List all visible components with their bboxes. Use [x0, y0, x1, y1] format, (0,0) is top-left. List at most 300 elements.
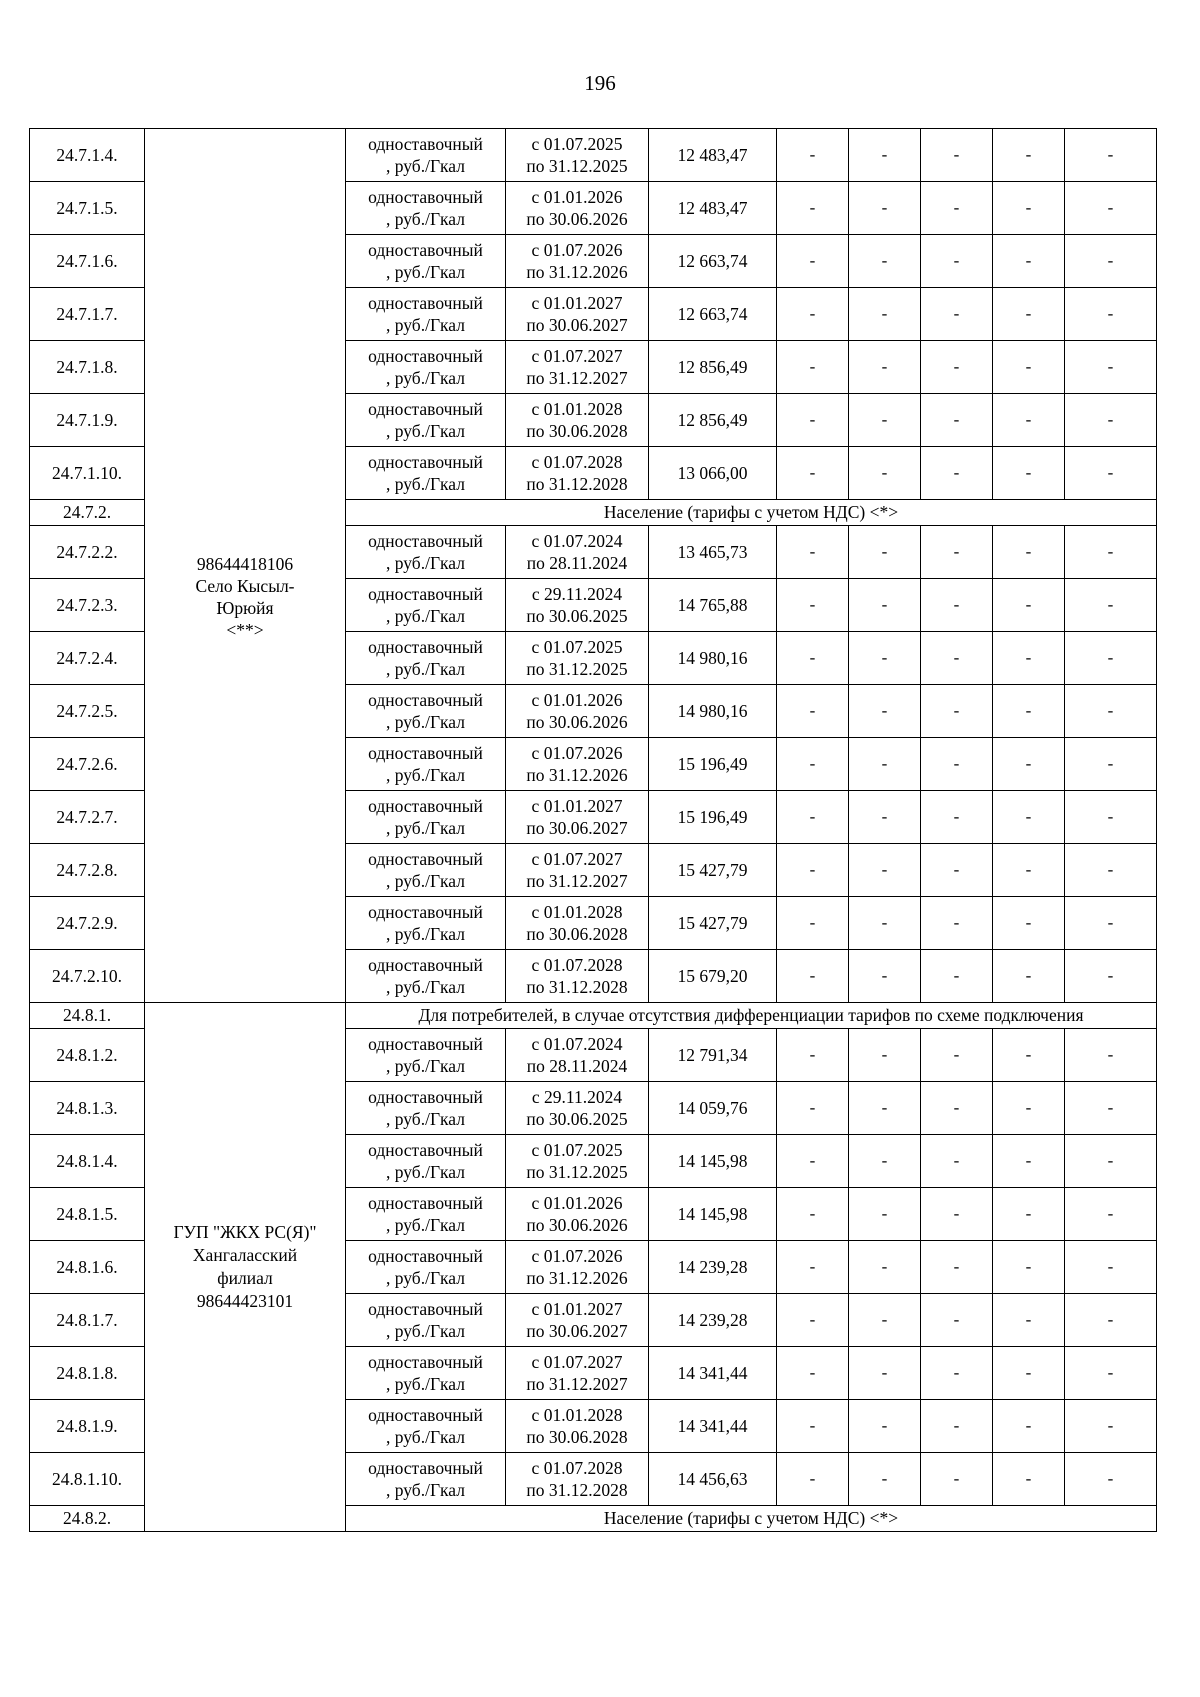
empty-value-dash: -: [849, 1400, 921, 1453]
tariff-type-line: одноставочный: [368, 1352, 483, 1372]
tariff-unit-line: , руб./Гкал: [386, 1374, 465, 1394]
tariff-table: [29, 128, 1157, 1532]
organization-name-line: Юрюйя: [216, 597, 274, 618]
tariff-type: [346, 738, 506, 791]
period-to: по 30.06.2028: [526, 421, 628, 441]
row-number: 24.7.2.5.: [30, 685, 145, 738]
period: [506, 950, 649, 1003]
row-number: 24.7.2.4.: [30, 632, 145, 685]
empty-value-dash: -: [849, 1347, 921, 1400]
empty-value-dash: -: [993, 288, 1065, 341]
empty-value-dash: -: [993, 341, 1065, 394]
tariff-unit-line: , руб./Гкал: [386, 1268, 465, 1288]
period-from: с 01.01.2028: [531, 1405, 623, 1425]
period: [506, 394, 649, 447]
empty-value-dash: -: [849, 394, 921, 447]
empty-value-dash: -: [921, 1400, 993, 1453]
tariff-value: 12 663,74: [649, 288, 777, 341]
empty-value-dash: -: [921, 632, 993, 685]
empty-value-dash: -: [849, 844, 921, 897]
tariff-type: [346, 1453, 506, 1506]
empty-value-dash: -: [849, 447, 921, 500]
empty-value-dash: -: [777, 1135, 849, 1188]
empty-value-dash: -: [921, 1029, 993, 1082]
empty-value-dash: -: [777, 1029, 849, 1082]
tariff-type-line: одноставочный: [368, 743, 483, 763]
organization-name-line: ГУП "ЖКХ РС(Я)": [173, 1222, 317, 1242]
row-number: 24.7.1.7.: [30, 288, 145, 341]
empty-value-dash: -: [1065, 129, 1157, 182]
empty-value-dash: -: [1065, 1453, 1157, 1506]
tariff-type: [346, 1347, 506, 1400]
tariff-type: [346, 288, 506, 341]
empty-value-dash: -: [1065, 738, 1157, 791]
period-to: по 30.06.2028: [526, 1427, 628, 1447]
tariff-type: [346, 341, 506, 394]
row-number: 24.7.1.9.: [30, 394, 145, 447]
tariff-type-line: одноставочный: [368, 584, 483, 604]
empty-value-dash: -: [993, 235, 1065, 288]
empty-value-dash: -: [921, 738, 993, 791]
tariff-type-line: одноставочный: [368, 955, 483, 975]
empty-value-dash: -: [921, 288, 993, 341]
empty-value-dash: -: [849, 738, 921, 791]
tariff-type-line: одноставочный: [368, 399, 483, 419]
period: [506, 235, 649, 288]
tariff-unit-line: , руб./Гкал: [386, 924, 465, 944]
empty-value-dash: -: [993, 447, 1065, 500]
empty-value-dash: -: [921, 579, 993, 632]
period-to: по 31.12.2026: [526, 765, 628, 785]
tariff-value: 12 663,74: [649, 235, 777, 288]
tariff-unit-line: , руб./Гкал: [386, 1109, 465, 1129]
empty-value-dash: -: [777, 579, 849, 632]
empty-value-dash: -: [849, 897, 921, 950]
tariff-value: 12 856,49: [649, 394, 777, 447]
row-number: 24.8.1.4.: [30, 1135, 145, 1188]
period: [506, 897, 649, 950]
empty-value-dash: -: [921, 1188, 993, 1241]
empty-value-dash: -: [777, 844, 849, 897]
period-to: по 30.06.2025: [526, 606, 628, 626]
tariff-unit-line: , руб./Гкал: [386, 871, 465, 891]
period-from: с 01.07.2028: [531, 955, 623, 975]
empty-value-dash: -: [993, 897, 1065, 950]
period-from: с 01.07.2025: [531, 1140, 623, 1160]
period-to: по 30.06.2028: [526, 924, 628, 944]
tariff-type-line: одноставочный: [368, 637, 483, 657]
tariff-value: 12 483,47: [649, 182, 777, 235]
section-row: [30, 1003, 1157, 1029]
tariff-value: 15 196,49: [649, 791, 777, 844]
tariff-type-line: одноставочный: [368, 187, 483, 207]
empty-value-dash: -: [921, 1082, 993, 1135]
empty-value-dash: -: [1065, 897, 1157, 950]
period: [506, 1241, 649, 1294]
organization-code: 98644418106: [196, 553, 294, 574]
empty-value-dash: -: [1065, 235, 1157, 288]
empty-value-dash: -: [1065, 1347, 1157, 1400]
row-number: 24.7.2.: [30, 500, 145, 526]
row-number: 24.7.2.6.: [30, 738, 145, 791]
empty-value-dash: -: [993, 950, 1065, 1003]
tariff-type-line: одноставочный: [368, 240, 483, 260]
period-to: по 31.12.2027: [526, 368, 628, 388]
empty-value-dash: -: [921, 1135, 993, 1188]
row-number: 24.7.1.5.: [30, 182, 145, 235]
tariff-unit-line: , руб./Гкал: [386, 1215, 465, 1235]
empty-value-dash: -: [849, 632, 921, 685]
tariff-type: [346, 950, 506, 1003]
period-to: по 30.06.2025: [526, 1109, 628, 1129]
tariff-unit-line: , руб./Гкал: [386, 421, 465, 441]
period-to: по 31.12.2025: [526, 156, 628, 176]
empty-value-dash: -: [849, 950, 921, 1003]
period: [506, 791, 649, 844]
row-number: 24.7.2.3.: [30, 579, 145, 632]
empty-value-dash: -: [921, 685, 993, 738]
row-number: 24.7.2.7.: [30, 791, 145, 844]
period-to: по 30.06.2026: [526, 209, 628, 229]
empty-value-dash: -: [993, 1082, 1065, 1135]
tariff-unit-line: , руб./Гкал: [386, 765, 465, 785]
tariff-value: 14 145,98: [649, 1135, 777, 1188]
period: [506, 738, 649, 791]
tariff-type-line: одноставочный: [368, 1246, 483, 1266]
empty-value-dash: -: [993, 1135, 1065, 1188]
period-from: с 01.01.2026: [531, 187, 623, 207]
empty-value-dash: -: [777, 129, 849, 182]
empty-value-dash: -: [993, 394, 1065, 447]
tariff-type-line: одноставочный: [368, 134, 483, 154]
tariff-type: [346, 897, 506, 950]
tariff-value: 14 341,44: [649, 1347, 777, 1400]
period-from: с 01.07.2026: [531, 1246, 623, 1266]
period-from: с 01.07.2024: [531, 1034, 623, 1054]
tariff-value: 14 765,88: [649, 579, 777, 632]
empty-value-dash: -: [993, 1294, 1065, 1347]
period-to: по 30.06.2027: [526, 1321, 628, 1341]
tariff-type: [346, 394, 506, 447]
empty-value-dash: -: [777, 1241, 849, 1294]
row-number: 24.8.1.3.: [30, 1082, 145, 1135]
period: [506, 182, 649, 235]
tariff-value: 12 856,49: [649, 341, 777, 394]
row-number: 24.8.1.8.: [30, 1347, 145, 1400]
empty-value-dash: -: [1065, 447, 1157, 500]
row-number: 24.7.2.9.: [30, 897, 145, 950]
empty-value-dash: -: [1065, 288, 1157, 341]
period: [506, 1453, 649, 1506]
period: [506, 632, 649, 685]
empty-value-dash: -: [921, 447, 993, 500]
empty-value-dash: -: [921, 950, 993, 1003]
period-from: с 01.01.2028: [531, 399, 623, 419]
empty-value-dash: -: [777, 288, 849, 341]
tariff-type-line: одноставочный: [368, 902, 483, 922]
tariff-type: [346, 447, 506, 500]
period: [506, 288, 649, 341]
tariff-unit-line: , руб./Гкал: [386, 209, 465, 229]
period: [506, 1188, 649, 1241]
empty-value-dash: -: [1065, 632, 1157, 685]
empty-value-dash: -: [849, 1241, 921, 1294]
period: [506, 1029, 649, 1082]
tariff-type: [346, 1400, 506, 1453]
page-number: 196: [584, 71, 616, 95]
row-number: 24.8.1.10.: [30, 1453, 145, 1506]
period-to: по 31.12.2028: [526, 977, 628, 997]
empty-value-dash: -: [921, 1241, 993, 1294]
tariff-value: 14 239,28: [649, 1241, 777, 1294]
empty-value-dash: -: [921, 1347, 993, 1400]
empty-value-dash: -: [849, 1029, 921, 1082]
empty-value-dash: -: [777, 791, 849, 844]
empty-value-dash: -: [921, 791, 993, 844]
period-to: по 31.12.2028: [526, 1480, 628, 1500]
period-from: с 01.07.2028: [531, 452, 623, 472]
empty-value-dash: -: [993, 1241, 1065, 1294]
period-from: с 01.07.2027: [531, 346, 623, 366]
tariff-value: 13 066,00: [649, 447, 777, 500]
period-from: с 01.01.2027: [531, 1299, 623, 1319]
tariff-unit-line: , руб./Гкал: [386, 818, 465, 838]
empty-value-dash: -: [921, 1294, 993, 1347]
empty-value-dash: -: [1065, 1241, 1157, 1294]
tariff-type-line: одноставочный: [368, 293, 483, 313]
period: [506, 1135, 649, 1188]
row-number: 24.7.1.10.: [30, 447, 145, 500]
empty-value-dash: -: [921, 1453, 993, 1506]
period-to: по 31.12.2027: [526, 871, 628, 891]
organization-name-line: филиал: [217, 1268, 273, 1288]
tariff-type: [346, 526, 506, 579]
row-number: 24.8.1.6.: [30, 1241, 145, 1294]
empty-value-dash: -: [921, 897, 993, 950]
tariff-type: [346, 632, 506, 685]
period-from: с 01.01.2026: [531, 1193, 623, 1213]
period-from: с 01.07.2025: [531, 637, 623, 657]
period: [506, 1347, 649, 1400]
empty-value-dash: -: [849, 685, 921, 738]
tariff-table-body: [30, 129, 1157, 1532]
tariff-unit-line: , руб./Гкал: [386, 553, 465, 573]
empty-value-dash: -: [777, 632, 849, 685]
period-to: по 28.11.2024: [526, 1056, 628, 1076]
empty-value-dash: -: [849, 235, 921, 288]
empty-value-dash: -: [777, 897, 849, 950]
tariff-type: [346, 844, 506, 897]
empty-value-dash: -: [777, 341, 849, 394]
tariff-type: [346, 235, 506, 288]
empty-value-dash: -: [849, 129, 921, 182]
empty-value-dash: -: [1065, 182, 1157, 235]
empty-value-dash: -: [849, 1188, 921, 1241]
period-from: с 01.07.2024: [531, 531, 623, 551]
empty-value-dash: -: [1065, 526, 1157, 579]
empty-value-dash: -: [921, 341, 993, 394]
empty-value-dash: -: [777, 685, 849, 738]
period-from: с 01.07.2027: [531, 1352, 623, 1372]
period-from: с 01.07.2026: [531, 743, 623, 763]
empty-value-dash: -: [777, 394, 849, 447]
row-number: 24.8.2.: [30, 1506, 145, 1532]
empty-value-dash: -: [777, 1400, 849, 1453]
row-number: 24.7.1.6.: [30, 235, 145, 288]
empty-value-dash: -: [777, 1082, 849, 1135]
empty-value-dash: -: [993, 1347, 1065, 1400]
empty-value-dash: -: [921, 394, 993, 447]
empty-value-dash: -: [993, 632, 1065, 685]
organization-cell: [145, 1003, 346, 1532]
tariff-type-line: одноставочный: [368, 1087, 483, 1107]
period: [506, 341, 649, 394]
period-from: с 01.01.2028: [531, 902, 623, 922]
period-to: по 31.12.2026: [526, 262, 628, 282]
tariff-type: [346, 1029, 506, 1082]
empty-value-dash: -: [777, 738, 849, 791]
empty-value-dash: -: [777, 1453, 849, 1506]
organization-name-line: Хангаласский: [192, 1245, 298, 1265]
tariff-unit-line: , руб./Гкал: [386, 1162, 465, 1182]
empty-value-dash: -: [1065, 1400, 1157, 1453]
period: [506, 1294, 649, 1347]
empty-value-dash: -: [849, 341, 921, 394]
empty-value-dash: -: [921, 129, 993, 182]
empty-value-dash: -: [993, 1188, 1065, 1241]
empty-value-dash: -: [777, 182, 849, 235]
row-number: 24.8.1.5.: [30, 1188, 145, 1241]
empty-value-dash: -: [777, 1294, 849, 1347]
section-label: Население (тарифы с учетом НДС) <*>: [346, 500, 1157, 526]
empty-value-dash: -: [993, 844, 1065, 897]
tariff-type: [346, 579, 506, 632]
period-from: с 29.11.2024: [531, 1087, 623, 1107]
period-from: с 01.01.2027: [531, 293, 623, 313]
empty-value-dash: -: [777, 1188, 849, 1241]
empty-value-dash: -: [1065, 685, 1157, 738]
empty-value-dash: -: [993, 685, 1065, 738]
empty-value-dash: -: [849, 1453, 921, 1506]
organization-info: [145, 553, 345, 641]
empty-value-dash: -: [1065, 1082, 1157, 1135]
section-label: Население (тарифы с учетом НДС) <*>: [346, 1506, 1157, 1532]
row-number: 24.7.1.8.: [30, 341, 145, 394]
empty-value-dash: -: [993, 1453, 1065, 1506]
period: [506, 844, 649, 897]
tariff-type-line: одноставочный: [368, 690, 483, 710]
empty-value-dash: -: [849, 288, 921, 341]
empty-value-dash: -: [777, 950, 849, 1003]
tariff-type: [346, 1188, 506, 1241]
tariff-type-line: одноставочный: [368, 849, 483, 869]
empty-value-dash: -: [777, 1347, 849, 1400]
empty-value-dash: -: [921, 235, 993, 288]
period: [506, 129, 649, 182]
tariff-value: 14 980,16: [649, 632, 777, 685]
period-to: по 30.06.2026: [526, 712, 628, 732]
tariff-type-line: одноставочный: [368, 452, 483, 472]
tariff-value: 14 239,28: [649, 1294, 777, 1347]
period-from: с 01.01.2026: [531, 690, 623, 710]
tariff-value: 14 980,16: [649, 685, 777, 738]
empty-value-dash: -: [849, 791, 921, 844]
empty-value-dash: -: [921, 844, 993, 897]
period-to: по 31.12.2026: [526, 1268, 628, 1288]
tariff-unit-line: , руб./Гкал: [386, 1480, 465, 1500]
tariff-type-line: одноставочный: [368, 1193, 483, 1213]
empty-value-dash: -: [1065, 1135, 1157, 1188]
tariff-type-line: одноставочный: [368, 1405, 483, 1425]
empty-value-dash: -: [993, 1400, 1065, 1453]
empty-value-dash: -: [849, 1082, 921, 1135]
organization-name-line: Село Кысыл-: [195, 575, 295, 596]
empty-value-dash: -: [1065, 394, 1157, 447]
tariff-type: [346, 1135, 506, 1188]
period: [506, 447, 649, 500]
tariff-value: 14 341,44: [649, 1400, 777, 1453]
tariff-type-line: одноставочный: [368, 1034, 483, 1054]
row-number: 24.8.1.: [30, 1003, 145, 1029]
tariff-value: 15 196,49: [649, 738, 777, 791]
empty-value-dash: -: [921, 526, 993, 579]
empty-value-dash: -: [993, 738, 1065, 791]
tariff-value: 15 427,79: [649, 897, 777, 950]
period-to: по 30.06.2027: [526, 315, 628, 335]
empty-value-dash: -: [1065, 579, 1157, 632]
tariff-value: 14 145,98: [649, 1188, 777, 1241]
row-number: 24.7.2.10.: [30, 950, 145, 1003]
period: [506, 1400, 649, 1453]
empty-value-dash: -: [1065, 1294, 1157, 1347]
period-to: по 31.12.2027: [526, 1374, 628, 1394]
empty-value-dash: -: [993, 129, 1065, 182]
tariff-type-line: одноставочный: [368, 346, 483, 366]
tariff-unit-line: , руб./Гкал: [386, 977, 465, 997]
tariff-unit-line: , руб./Гкал: [386, 712, 465, 732]
empty-value-dash: -: [1065, 341, 1157, 394]
tariff-type-line: одноставочный: [368, 531, 483, 551]
organization-code: 98644423101: [196, 1291, 294, 1311]
period-to: по 31.12.2025: [526, 659, 628, 679]
tariff-unit-line: , руб./Гкал: [386, 315, 465, 335]
period-to: по 28.11.2024: [526, 553, 628, 573]
tariff-value: 13 465,73: [649, 526, 777, 579]
period: [506, 685, 649, 738]
tariff-value: 14 456,63: [649, 1453, 777, 1506]
tariff-value: 12 791,34: [649, 1029, 777, 1082]
organization-cell: [145, 129, 346, 1003]
tariff-unit-line: , руб./Гкал: [386, 1427, 465, 1447]
period-to: по 31.12.2028: [526, 474, 628, 494]
empty-value-dash: -: [777, 235, 849, 288]
empty-value-dash: -: [777, 447, 849, 500]
tariff-value: 15 427,79: [649, 844, 777, 897]
tariff-unit-line: , руб./Гкал: [386, 1321, 465, 1341]
tariff-type: [346, 129, 506, 182]
tariff-unit-line: , руб./Гкал: [386, 156, 465, 176]
tariff-type-line: одноставочный: [368, 1299, 483, 1319]
empty-value-dash: -: [1065, 791, 1157, 844]
period-from: с 01.07.2028: [531, 1458, 623, 1478]
tariff-unit-line: , руб./Гкал: [386, 1056, 465, 1076]
empty-value-dash: -: [849, 1294, 921, 1347]
tariff-unit-line: , руб./Гкал: [386, 474, 465, 494]
tariff-unit-line: , руб./Гкал: [386, 659, 465, 679]
row-number: 24.7.2.2.: [30, 526, 145, 579]
tariff-type-line: одноставочный: [368, 1458, 483, 1478]
empty-value-dash: -: [1065, 1188, 1157, 1241]
